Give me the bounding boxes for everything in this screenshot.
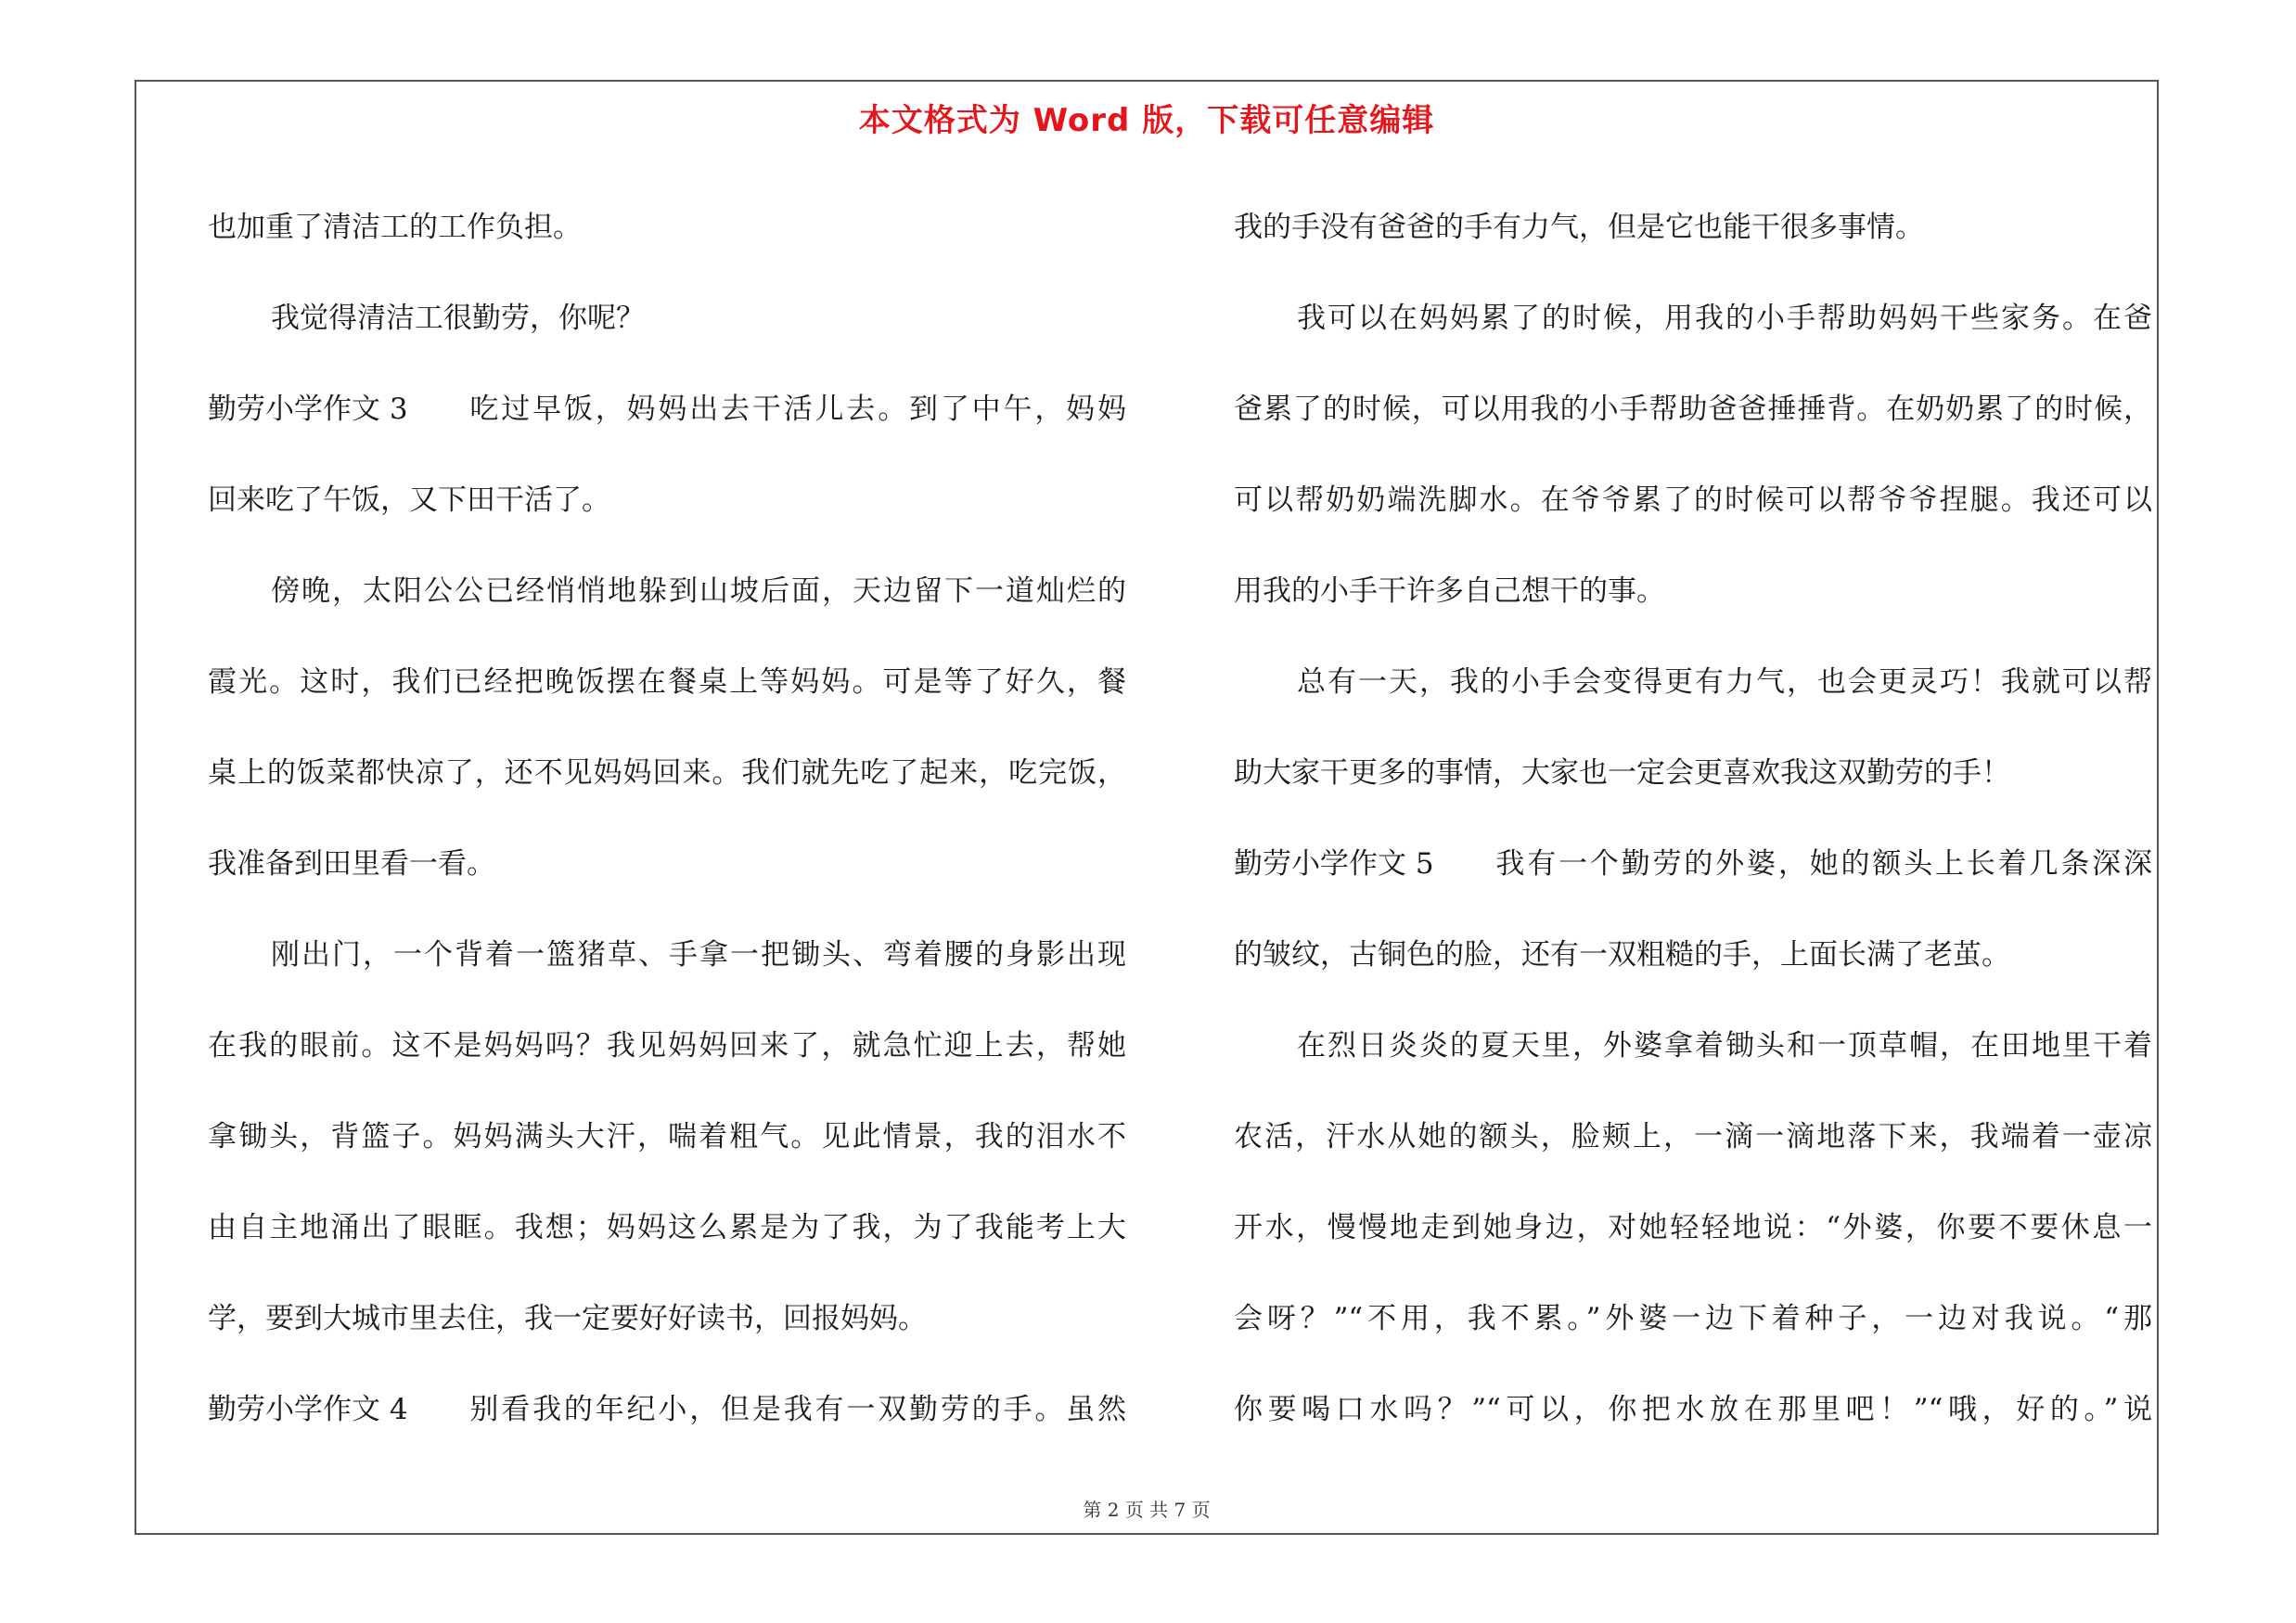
- text-line: 你要喝口水吗？”“可以，你把水放在那里吧！”“哦，好的。”说: [1234, 1393, 2152, 1426]
- header-banner: 本文格式为 Word 版，下载可任意编辑: [858, 102, 1435, 139]
- text-line: 助大家干更多的事情，大家也一定会更喜欢我这双勤劳的手！: [1234, 756, 2010, 790]
- left-column: [208, 182, 1126, 1455]
- text-line: 农活，汗水从她的额头，脸颊上，一滴一滴地落下来，我端着一壶凉: [1234, 1120, 2152, 1153]
- text-line: 我可以在妈妈累了的时候，用我的小手帮助妈妈干些家务。在爸: [1297, 302, 2152, 335]
- text-line: 学，要到大城市里去住，我一定要好好读书，回报妈妈。: [208, 1302, 927, 1335]
- essay-heading: 勤劳小学作文 3: [208, 393, 408, 426]
- right-column: [1234, 182, 2152, 1455]
- text-line: 拿锄头，背篮子。妈妈满头大汗，喘着粗气。见此情景，我的泪水不: [208, 1120, 1126, 1153]
- text-line: 回来吃了午饭，又下田干活了。: [208, 483, 610, 517]
- essay-heading: 勤劳小学作文 5: [1234, 847, 1434, 881]
- text-line: 我有一个勤劳的外婆，她的额头上长着几条深深: [1493, 847, 2152, 881]
- text-line: 也加重了清洁工的工作负担。: [208, 211, 582, 244]
- text-line: 用我的小手干许多自己想干的事。: [1234, 574, 1665, 608]
- text-line: 可以帮奶奶端洗脚水。在爷爷累了的时候可以帮爷爷捏腿。我还可以: [1234, 483, 2152, 517]
- text-line: 我准备到田里看一看。: [208, 847, 495, 881]
- text-line: 的皱纹，古铜色的脸，还有一双粗糙的手，上面长满了老茧。: [1234, 938, 2010, 972]
- text-line: 傍晚，太阳公公已经悄悄地躲到山坡后面，天边留下一道灿烂的: [271, 574, 1126, 608]
- text-line: 别看我的年纪小，但是我有一双勤劳的手。虽然: [467, 1393, 1126, 1426]
- text-line: 爸累了的时候，可以用我的小手帮助爸爸捶捶背。在奶奶累了的时候，: [1234, 393, 2152, 426]
- text-line: 开水，慢慢地走到她身边，对她轻轻地说：“外婆，你要不要休息一: [1234, 1211, 2152, 1244]
- text-line: 我觉得清洁工很勤劳，你呢？: [271, 302, 645, 335]
- text-line: 在烈日炎炎的夏天里，外婆拿着锄头和一顶草帽，在田地里干着: [1297, 1029, 2152, 1063]
- text-line: 桌上的饭菜都快凉了，还不见妈妈回来。我们就先吃了起来，吃完饭，: [208, 756, 1126, 790]
- essay-heading-line: [208, 1364, 1126, 1455]
- page-number: 第 2 页 共 7 页: [1083, 1499, 1211, 1521]
- text-line: 吃过早饭，妈妈出去干活儿去。到了中午，妈妈: [467, 393, 1126, 426]
- text-line: 霞光。这时，我们已经把晚饭摆在餐桌上等妈妈。可是等了好久，餐: [208, 665, 1126, 699]
- essay-heading-line: [1234, 818, 2152, 909]
- text-line: 总有一天，我的小手会变得更有力气，也会更灵巧！我就可以帮: [1297, 665, 2152, 699]
- document-page: [135, 80, 2159, 1535]
- text-line: 在我的眼前。这不是妈妈吗？我见妈妈回来了，就急忙迎上去，帮她: [208, 1029, 1126, 1063]
- text-line: 由自主地涌出了眼眶。我想；妈妈这么累是为了我，为了我能考上大: [208, 1211, 1126, 1244]
- essay-heading: 勤劳小学作文 4: [208, 1393, 408, 1426]
- text-line: 我的手没有爸爸的手有力气，但是它也能干很多事情。: [1234, 211, 1924, 244]
- text-line: 会呀？”“不用，我不累。”外婆一边下着种子，一边对我说。“那: [1234, 1302, 2152, 1335]
- text-line: 刚出门，一个背着一篮猪草、手拿一把锄头、弯着腰的身影出现: [271, 938, 1126, 972]
- essay-heading-line: [208, 364, 1126, 455]
